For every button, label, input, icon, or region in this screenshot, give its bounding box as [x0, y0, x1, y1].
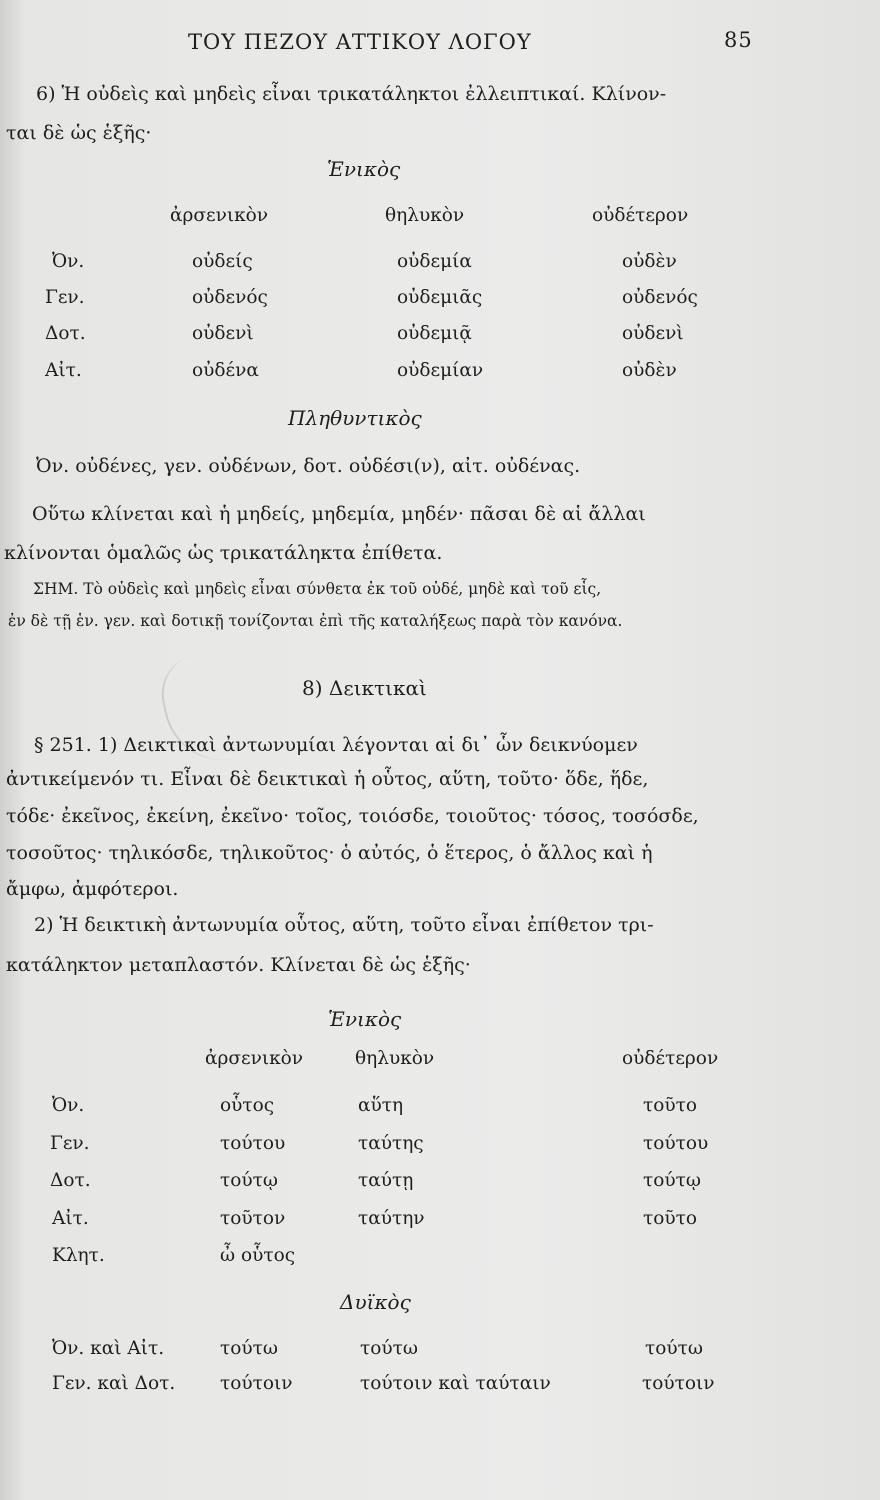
table-cell: τούτω: [360, 1338, 418, 1359]
p2-line: 2) Ἡ δεικτικὴ ἀντωνυμία οὗτος, αὕτη, τοῦτο εἶναι ἐπίθετον τρι-: [34, 914, 654, 936]
section8-title: 8) Δεικτικαὶ: [302, 676, 427, 700]
table-cell: οὐδενός: [192, 287, 268, 308]
table-cell: αὕτη: [358, 1095, 404, 1116]
case-label: Αἰτ.: [52, 1208, 89, 1229]
case-label: Δοτ.: [50, 1170, 91, 1191]
table-cell: οὐδενὶ: [622, 323, 684, 344]
table-cell: ὦ οὗτος: [220, 1245, 296, 1266]
table-cell: τούτῳ: [220, 1170, 278, 1191]
table-cell: ταύτης: [358, 1133, 424, 1154]
case-label: Ὀν. καὶ Αἰτ.: [52, 1338, 165, 1359]
para1: Οὕτω κλίνεται καὶ ἡ μηδείς, μηδεμία, μηδέν· πᾶσαι δὲ αἱ ἄλλαι: [32, 503, 646, 525]
table-cell: ταύτῃ: [358, 1170, 414, 1191]
note-line2: ἐν δὲ τῇ ἑν. γεν. καὶ δοτικῇ τονίζονται ἐπὶ τῆς καταλήξεως παρὰ τὸν κανόνα.: [8, 612, 623, 630]
table-cell: οὐδενός: [622, 287, 698, 308]
table-cell: ταύτην: [358, 1208, 425, 1229]
col-header-neut-2: οὐδέτερον: [622, 1048, 719, 1069]
col-header-masc-1: ἀρσενικὸν: [170, 205, 269, 226]
plural-caption: Πληθυντικὸς: [288, 406, 422, 430]
col-header-neut-1: οὐδέτερον: [592, 205, 689, 226]
table-cell: τούτου: [220, 1133, 286, 1154]
table-cell: τοῦτο: [643, 1208, 697, 1229]
table-cell: τοῦτον: [220, 1208, 286, 1229]
table-cell: οὐδεμία: [397, 251, 472, 272]
table-cell: τούτω: [220, 1338, 278, 1359]
plural-line: Ὀν. οὐδένες, γεν. οὐδένων, δοτ. οὐδέσι(ν), αἰτ. οὐδένας.: [36, 455, 581, 477]
table-cell: οὐδεμιᾷ: [397, 323, 472, 344]
singular-caption-1: Ἑνικὸς: [327, 157, 401, 181]
p251-line: § 251. 1) Δεικτικαὶ ἀντωνυμίαι λέγονται αἱ δι᾽ ὧν δεικνύομεν: [34, 734, 638, 756]
col-header-masc-2: ἀρσενικὸν: [205, 1048, 304, 1069]
table-cell: τούτοιν: [642, 1373, 715, 1394]
p251-line: τοσοῦτος· τηλικόσδε, τηλικοῦτος· ὁ αὐτός, ὁ ἕτερος, ὁ ἄλλος καὶ ἡ: [6, 842, 653, 864]
case-label: Γεν.: [50, 1133, 90, 1154]
table-cell: οὐδένα: [192, 360, 259, 381]
table-cell: τούτου: [643, 1133, 709, 1154]
table-cell: τούτω: [645, 1338, 703, 1359]
p251-line: ἄμφω, ἀμφότεροι.: [6, 878, 179, 900]
table-cell: οὐδὲν: [622, 360, 677, 381]
singular-caption-2: Ἑνικὸς: [328, 1007, 402, 1031]
case-label: Ὀν.: [52, 1095, 85, 1116]
running-header: ΤΟΥ ΠΕΖΟΥ ΑΤΤΙΚΟΥ ΛΟΓΟΥ: [188, 30, 532, 54]
case-label: Δοτ.: [45, 323, 86, 344]
section6-line1: 6) Ἡ οὐδεὶς καὶ μηδεὶς εἶναι τρικατάληκτοι ἐλλειπτικαί. Κλίνον-: [36, 83, 667, 105]
table-cell: οὐδείς: [192, 251, 253, 272]
col-header-fem-1: θηλυκὸν: [385, 205, 465, 226]
p251-line: ἀντικείμενόν τι. Εἶναι δὲ δεικτικαὶ ἡ οὗτος, αὕτη, τοῦτο· ὅδε, ἥδε,: [6, 768, 649, 790]
section6-line2: ται δὲ ὡς ἑξῆς·: [6, 122, 152, 144]
col-header-fem-2: θηλυκὸν: [355, 1048, 435, 1069]
case-label: Αἰτ.: [45, 360, 82, 381]
table-cell: οὐδεμίαν: [397, 360, 484, 381]
case-label: Κλητ.: [52, 1245, 105, 1266]
p251-line: τόδε· ἐκεῖνος, ἐκείνη, ἐκεῖνο· τοῖος, τοιόσδε, τοιοῦτος· τόσος, τοσόσδε,: [6, 805, 699, 827]
table-cell: οὐδενὶ: [192, 323, 254, 344]
case-label: Γεν. καὶ Δοτ.: [52, 1373, 176, 1394]
table-cell: οὗτος: [220, 1095, 275, 1116]
case-label: Ὀν.: [52, 251, 85, 272]
para2: κλίνονται ὁμαλῶς ὡς τρικατάληκτα ἐπίθετα.: [4, 542, 443, 564]
dual-caption: Δυϊκὸς: [340, 1290, 411, 1314]
table-cell: τούτῳ: [643, 1170, 701, 1191]
table-cell: τοῦτο: [643, 1095, 697, 1116]
table-cell: τούτοιν: [220, 1373, 293, 1394]
note-line1: ΣΗΜ. Τὸ οὐδεὶς καὶ μηδεὶς εἶναι σύνθετα ἐκ τοῦ οὐδέ, μηδὲ καὶ τοῦ εἷς,: [33, 580, 602, 598]
table-cell: οὐδὲν: [622, 251, 677, 272]
table-cell: οὐδεμιᾶς: [397, 287, 483, 308]
case-label: Γεν.: [45, 287, 85, 308]
page-number: 85: [724, 28, 753, 52]
p2-line: κατάληκτον μεταπλαστόν. Κλίνεται δὲ ὡς ἑξῆς·: [6, 954, 471, 976]
table-cell: τούτοιν καὶ ταύταιν: [360, 1373, 551, 1394]
